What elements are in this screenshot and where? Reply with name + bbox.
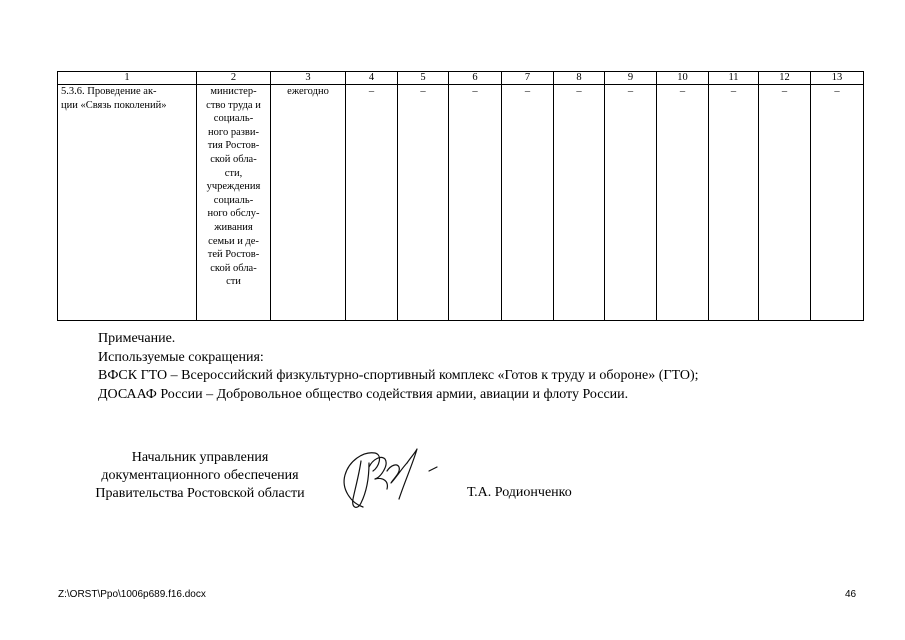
signatory-title-line: Начальник управления [131, 450, 269, 465]
col-header: 11 [709, 72, 759, 85]
col-header: 4 [346, 72, 398, 85]
col-header: 2 [197, 72, 271, 85]
value-cell: – [346, 85, 398, 321]
value-cell: – [554, 85, 605, 321]
executor-cell: министер- ство труда и социаль- ного разви- тия Ростов- ской обла- сти, учреждения социаль- ного обслу- живания семьи и де- тей Ростов- ской обла- сти [197, 85, 271, 321]
item-cell: 5.3.6. Проведение ак- ции «Связь поколений» [58, 85, 197, 321]
signatory-title [55, 449, 345, 503]
note-block [98, 330, 699, 404]
note-line: ВФСК ГТО – Всероссийский физкультурно-спортивный комплекс «Готов к труду и обороне» (ГТО); [98, 368, 699, 383]
table-row [58, 85, 864, 321]
value-cell: – [502, 85, 554, 321]
value-cell: – [605, 85, 657, 321]
note-title: Примечание. [98, 331, 176, 346]
header-row [58, 72, 864, 85]
value-cell: – [709, 85, 759, 321]
col-header: 7 [502, 72, 554, 85]
measures-table [57, 71, 864, 321]
col-header: 10 [657, 72, 709, 85]
col-header: 3 [271, 72, 346, 85]
col-header: 5 [398, 72, 449, 85]
file-path: Z:\ORST\Ppo\1006p689.f16.docx [58, 589, 206, 600]
period-cell: ежегодно [271, 85, 346, 321]
note-line: ДОСААФ России – Добровольное общество содействия армии, авиации и флоту России. [98, 386, 629, 402]
signatory-name: Т.А. Родионченко [467, 485, 572, 500]
value-cell: – [811, 85, 864, 321]
col-header: 1 [58, 72, 197, 85]
signatory-title-line: документационного обеспечения [101, 468, 299, 483]
col-header: 8 [554, 72, 605, 85]
value-cell: – [398, 85, 449, 321]
col-header: 12 [759, 72, 811, 85]
value-cell: – [657, 85, 709, 321]
handwritten-signature [333, 437, 443, 517]
col-header: 6 [449, 72, 502, 85]
col-header: 9 [605, 72, 657, 85]
note-subtitle: Используемые сокращения: [98, 349, 264, 365]
value-cell: – [759, 85, 811, 321]
page-number: 46 [845, 589, 857, 600]
value-cell: – [449, 85, 502, 321]
col-header: 13 [811, 72, 864, 85]
signatory-title-line: Правительства Ростовской области [95, 486, 305, 501]
